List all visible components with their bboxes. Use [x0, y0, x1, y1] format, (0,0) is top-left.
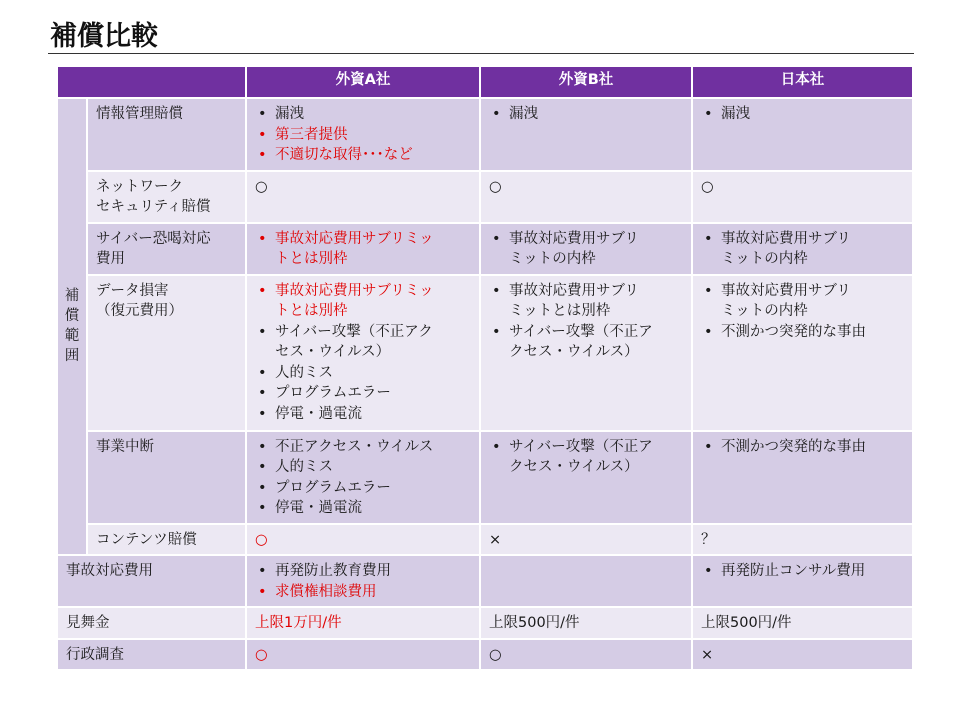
table-row — [57, 431, 913, 524]
bullet-item — [255, 281, 471, 322]
table-row — [57, 98, 913, 171]
bullet-icon: • — [492, 282, 501, 299]
table-row — [57, 555, 913, 607]
column-header-b: 外資B社 — [480, 66, 692, 98]
cell-company-a — [246, 431, 480, 524]
bullet-list — [255, 437, 471, 519]
cell-company-b — [480, 223, 692, 275]
bullet-text: 停電・過電流 — [275, 500, 362, 516]
bullet-item — [255, 498, 471, 519]
bullet-text: 漏洩 — [721, 106, 750, 122]
mark-symbol: ○ — [255, 646, 268, 663]
bullet-text: 不正アクセス・ウイルス — [275, 438, 434, 455]
bullet-text: 第三者提供 — [275, 126, 348, 143]
bullet-list — [701, 104, 904, 125]
bullet-text: 不適切な取得･･･など — [275, 147, 413, 163]
bullet-text: 事故対応費用サブリ ミットの内枠 — [509, 230, 639, 267]
bullet-text: 再発防止教育費用 — [275, 563, 391, 579]
column-header-a: 外資A社 — [246, 66, 480, 98]
cell-company-b — [480, 431, 692, 524]
bullet-item — [255, 561, 471, 582]
mark-symbol: ○ — [489, 646, 502, 663]
cell-company-c — [692, 98, 913, 171]
table-row — [57, 275, 913, 431]
bullet-text: サイバー攻撃（不正ア クセス・ウイルス） — [509, 438, 653, 475]
bullet-list — [701, 437, 904, 458]
bullet-text: 漏洩 — [509, 106, 538, 122]
bullet-icon: • — [258, 459, 267, 475]
table-row — [57, 171, 913, 223]
bullet-text: プログラムエラー — [275, 385, 391, 401]
bullet-text: サイバー攻撃（不正ア クセス・ウイルス） — [509, 323, 653, 360]
row-label — [57, 639, 246, 671]
row-label-text: 事故対応費用 — [66, 563, 153, 579]
cell-company-b — [480, 171, 692, 223]
mark-symbol: ○ — [701, 178, 714, 195]
bullet-item — [701, 104, 904, 125]
page-title: 補償比較 — [50, 21, 158, 52]
row-label-text: 行政調査 — [66, 646, 124, 663]
row-label — [87, 275, 246, 431]
bullet-list — [489, 229, 683, 270]
bullet-icon: • — [258, 563, 267, 579]
bullet-list — [489, 281, 683, 363]
bullet-text: 事故対応費用サブリ ミットとは別枠 — [509, 282, 639, 319]
bullet-icon: • — [258, 323, 267, 340]
cell-company-a — [246, 524, 480, 556]
cell-company-a — [246, 98, 480, 171]
category-label: 補償範囲 — [64, 288, 80, 365]
compensation-comparison-table — [56, 65, 914, 671]
bullet-icon: • — [258, 364, 267, 381]
cell-company-c — [692, 171, 913, 223]
bullet-icon: • — [258, 230, 267, 247]
bullet-icon: • — [258, 147, 267, 163]
bullet-list — [255, 561, 471, 602]
bullet-text: 事故対応費用サブリ ミットの内枠 — [721, 230, 851, 267]
bullet-item — [701, 437, 904, 458]
bullet-text: 事故対応費用サブリ ミットの内枠 — [721, 282, 851, 319]
column-header-c: 日本社 — [692, 66, 913, 98]
bullet-item — [255, 383, 471, 404]
bullet-text: 漏洩 — [275, 106, 304, 122]
cell-company-a — [246, 223, 480, 275]
row-label-text: サイバー恐喝対応 費用 — [96, 230, 211, 267]
row-label — [87, 524, 246, 556]
cell-company-b — [480, 639, 692, 671]
row-label — [87, 431, 246, 524]
bullet-text: 再発防止コンサル費用 — [721, 563, 866, 579]
bullet-text: 不測かつ突発的な事由 — [721, 323, 866, 340]
bullet-list — [255, 281, 471, 425]
row-label-text: 情報管理賠償 — [96, 106, 183, 122]
cell-text: 上限500円/件 — [701, 615, 792, 631]
row-label — [57, 607, 246, 639]
bullet-icon: • — [258, 500, 267, 516]
bullet-item — [489, 281, 683, 322]
bullet-icon: • — [704, 282, 713, 299]
header-corner — [57, 66, 246, 98]
bullet-list — [489, 437, 683, 478]
cell-company-c — [692, 639, 913, 671]
mark-symbol: × — [489, 531, 502, 548]
bullet-text: プログラムエラー — [275, 479, 391, 496]
bullet-item — [255, 104, 471, 125]
cell-text: 上限1万円/件 — [255, 615, 342, 631]
bullet-item — [255, 363, 471, 384]
bullet-icon: • — [704, 323, 713, 340]
bullet-item — [255, 457, 471, 478]
bullet-item — [489, 322, 683, 363]
category-cell — [57, 98, 87, 555]
bullet-list — [255, 104, 471, 166]
bullet-icon: • — [492, 106, 501, 122]
bullet-icon: • — [704, 230, 713, 247]
cell-company-c — [692, 555, 913, 607]
header-row — [57, 66, 913, 98]
bullet-text: 人的ミス — [275, 364, 333, 381]
row-label-text: 見舞金 — [66, 615, 110, 631]
bullet-icon: • — [704, 106, 713, 122]
bullet-list — [701, 281, 904, 343]
bullet-item — [701, 281, 904, 322]
bullet-item — [489, 229, 683, 270]
bullet-icon: • — [258, 438, 267, 455]
cell-text: 上限500円/件 — [489, 615, 580, 631]
bullet-item — [701, 322, 904, 343]
cell-company-c — [692, 431, 913, 524]
bullet-icon: • — [258, 282, 267, 299]
cell-company-b — [480, 275, 692, 431]
mark-symbol: ○ — [255, 178, 268, 195]
bullet-icon: • — [258, 106, 267, 122]
bullet-icon: • — [492, 438, 501, 455]
table-row — [57, 223, 913, 275]
cell-company-b — [480, 607, 692, 639]
cell-company-c — [692, 223, 913, 275]
cell-company-b — [480, 524, 692, 556]
row-label — [87, 98, 246, 171]
row-label-text: 事業中断 — [96, 438, 154, 455]
bullet-text: 求償権相談費用 — [275, 583, 377, 600]
cell-company-a — [246, 607, 480, 639]
bullet-list — [701, 229, 904, 270]
cell-company-c — [692, 607, 913, 639]
row-label-text: ネットワーク セキュリティ賠償 — [96, 178, 211, 215]
bullet-item — [701, 561, 904, 582]
row-label — [57, 555, 246, 607]
title-divider — [48, 53, 914, 54]
bullet-item — [255, 322, 471, 363]
cell-company-b — [480, 98, 692, 171]
cell-company-a — [246, 555, 480, 607]
bullet-item — [255, 478, 471, 499]
table-row — [57, 524, 913, 556]
bullet-text: 人的ミス — [275, 459, 333, 475]
bullet-text: 事故対応費用サブリミッ トとは別枠 — [275, 230, 434, 267]
row-label — [87, 223, 246, 275]
bullet-icon: • — [492, 323, 501, 340]
bullet-item — [701, 229, 904, 270]
cell-company-b — [480, 555, 692, 607]
bullet-list — [489, 104, 683, 125]
bullet-item — [255, 404, 471, 425]
cell-company-a — [246, 275, 480, 431]
mark-symbol: ○ — [489, 178, 502, 195]
bullet-icon: • — [704, 563, 713, 579]
bullet-item — [255, 582, 471, 603]
mark-symbol: ○ — [255, 531, 268, 548]
bullet-item — [489, 104, 683, 125]
row-label-text: コンテンツ賠償 — [96, 531, 197, 548]
bullet-icon: • — [258, 479, 267, 496]
bullet-list — [701, 561, 904, 582]
bullet-icon: • — [258, 385, 267, 401]
cell-company-c — [692, 524, 913, 556]
cell-company-c — [692, 275, 913, 431]
bullet-item — [255, 145, 471, 166]
bullet-list — [255, 229, 471, 270]
bullet-icon: • — [258, 583, 267, 600]
bullet-icon: • — [258, 405, 267, 422]
bullet-icon: • — [704, 438, 713, 455]
mark-symbol: ？ — [701, 531, 716, 548]
bullet-item — [255, 229, 471, 270]
row-label — [87, 171, 246, 223]
bullet-text: 停電・過電流 — [275, 405, 362, 422]
bullet-icon: • — [492, 230, 501, 247]
table-row — [57, 607, 913, 639]
bullet-text: 不測かつ突発的な事由 — [721, 438, 866, 455]
cell-company-a — [246, 171, 480, 223]
bullet-text: サイバー攻撃（不正アク セス・ウイルス） — [275, 323, 433, 360]
bullet-item — [255, 437, 471, 458]
bullet-item — [489, 437, 683, 478]
cell-company-a — [246, 639, 480, 671]
bullet-text: 事故対応費用サブリミッ トとは別枠 — [275, 282, 434, 319]
bullet-icon: • — [258, 126, 267, 143]
mark-symbol: × — [701, 646, 714, 663]
table-row — [57, 639, 913, 671]
bullet-item — [255, 125, 471, 146]
row-label-text: データ損害 （復元費用） — [96, 282, 183, 319]
